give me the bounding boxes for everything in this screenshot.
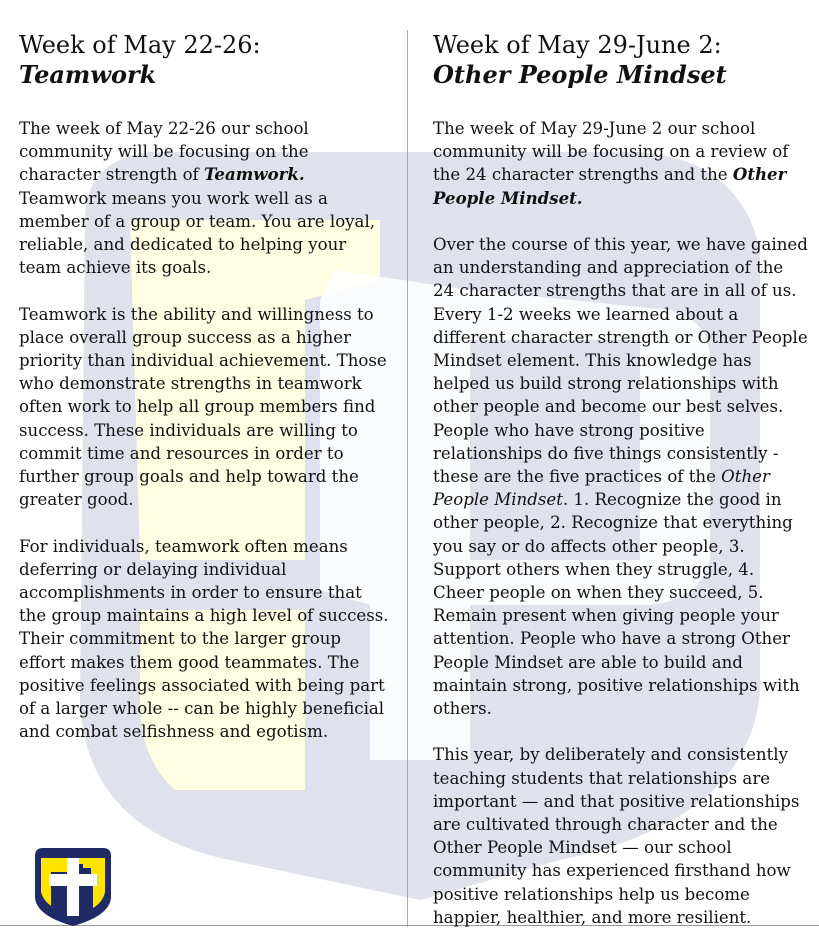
- teamwork-p1-emphasis: Teamwork.: [203, 164, 305, 185]
- teamwork-p1-text-end: Teamwork means you work well as a member of a group or team. You are loyal, reliable, and dedicated to helping your team achieve its goals.: [19, 188, 376, 278]
- teamwork-p1-text: The week of May 22-26 our school community will be focusing on the character strength of: [19, 119, 309, 185]
- opm-week-heading: Week of May 29-June 2:: [433, 31, 722, 59]
- column-divider: [407, 30, 408, 927]
- opm-p2-text: Over the course of this year, we have gained an understanding and appreciation of the 24 character strengths that are in all of us. Every 1-2 weeks we learned about a different character strength or Other People Mindset element. This knowledge has helped us build strong relationships with other people and become our best selves. People who have strong positive relationships do five things consistently - these are the five practices of the: [433, 235, 808, 487]
- opm-p1-text: The week of May 29-June 2 our school community will be focusing on a review of the 24 character strengths and the: [433, 119, 789, 185]
- opm-paragraph-1: [433, 117, 808, 210]
- opm-paragraph-2: [433, 233, 808, 720]
- opm-p2-text-end: . 1. Recognize the good in other people, 2. Recognize that everything you say or do affects other people, 3. Support others when they struggle, 4. Cheer people on when they succeed, 5. Remain present when giving people your attention. People who have a strong Other People Mindset are able to build and maintain strong, positive relationships with others.: [433, 490, 800, 719]
- teamwork-subheading: Teamwork: [19, 60, 157, 89]
- teamwork-column: [19, 30, 389, 767]
- teamwork-title: [19, 30, 389, 90]
- opm-title: [433, 30, 808, 90]
- shield-cross-icon: [31, 846, 115, 927]
- teamwork-week-heading: Week of May 22-26:: [19, 31, 261, 59]
- other-people-mindset-column: [433, 30, 808, 952]
- teamwork-paragraph-2: Teamwork is the ability and willingness to place overall group success as a higher priority than individual achievement. Those who demonstrate strengths in teamwork often work to help all group members find success. These individuals are willing to commit time and resources in order to further group goals and help toward the greater good.: [19, 304, 387, 510]
- teamwork-paragraph-3: For individuals, teamwork often means deferring or delaying individual accomplishments in order to ensure that the group maintains a high level of success. Their commitment to the larger group effort makes them good teammates. The positive feelings associated with being part of a larger whole -- can be highly beneficial and combat selfishness and egotism.: [19, 536, 389, 742]
- opm-paragraph-3: This year, by deliberately and consistently teaching students that relationships are important — and that positive relationships are cultivated through character and the Other People Mindset — our school community has experienced firsthand how positive relationships help us become happier, healthier, and more resilient.: [433, 745, 800, 927]
- opm-subheading: Other People Mindset: [433, 60, 727, 89]
- teamwork-paragraph-1: [19, 117, 389, 279]
- opm-p2-emphasis: Other People Mindset: [433, 467, 770, 510]
- opm-p1-emphasis: Other People Mindset.: [433, 164, 787, 208]
